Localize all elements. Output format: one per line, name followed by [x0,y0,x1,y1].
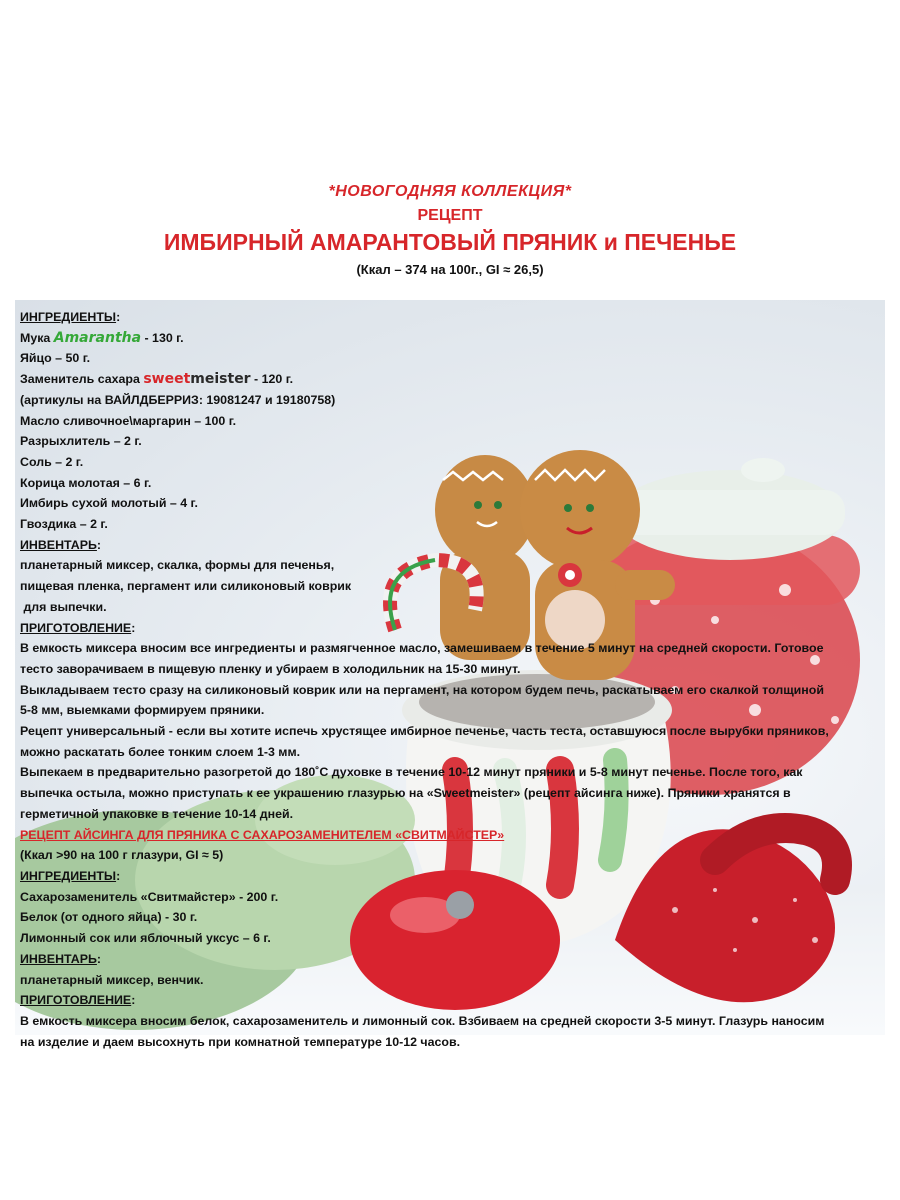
preparation-line: В емкость миксера вносим все ингредиенты и размягченное масло, замешиваем в течение 5 минут на средней скорости. Готовое [20,641,824,656]
icing-preparation-heading: ПРИГОТОВЛЕНИЕ: [20,993,136,1008]
ingredient-baking-powder: Разрыхлитель – 2 г. [20,434,142,449]
amarantha-logo: Amarantha [53,329,142,346]
icing-inventory: планетарный миксер, венчик. [20,972,204,987]
recipe-body [20,307,880,1052]
icing-inventory-heading: ИНВЕНТАРЬ: [20,951,102,966]
preparation-line: выпечка остыла, можно приступать к ее украшению глазурью на «Sweetmeister» (рецепт айсинга ниже). Пряники хранятся в [20,786,791,801]
inventory-line: планетарный миксер, скалка, формы для печенья, [20,558,335,573]
icing-preparation-line: на изделие и даем высохнуть при комнатной температуре 10-12 часов. [20,1034,461,1049]
ingredient-articles: (артикулы на ВАЙЛДБЕРРИЗ: 19081247 и 19180758) [20,392,336,407]
preparation-heading: ПРИГОТОВЛЕНИЕ: [20,620,136,635]
calorie-info: (Ккал – 374 на 100г., GI ≈ 26,5) [356,262,544,277]
preparation-line: Выкладываем тесто сразу на силиконовый коврик или на пергамент, на котором будем печь, раскатываем его скалкой толщиной [20,682,824,697]
preparation-line: можно раскатать более тонким слоем 1-3 мм. [20,744,301,759]
inventory-line: пищевая пленка, пергамент или силиконовый коврик [20,579,352,594]
preparation-line: Рецепт универсальный - если вы хотите испечь хрустящее имбирное печенье, часть теста, оставшуюся после вырубки пряников, [20,724,829,739]
icing-ingredient: Белок (от одного яйца) - 30 г. [20,910,198,925]
ingredient-sugar: Заменитель сахара sweetmeister - 120 г. [20,371,294,388]
ingredient-cinnamon: Корица молотая – 6 г. [20,475,152,490]
icing-ingredients-heading: ИНГРЕДИЕНТЫ: [20,868,121,883]
recipe-header [0,183,900,277]
recipe-label: РЕЦЕПТ [417,207,483,224]
inventory-line: для выпечки. [20,599,107,614]
ingredient-salt: Соль – 2 г. [20,454,84,469]
preparation-line: тесто заворачиваем в пищевую пленку и убираем в холодильник на 15-30 минут. [20,661,521,676]
icing-preparation-line: В емкость миксера вносим белок, сахарозаменитель и лимонный сок. Взбиваем на средней скорости 3-5 минут. Глазурь наносим [20,1013,825,1028]
ingredient-flour: Мука Amarantha - 130 г. [20,329,184,346]
ingredient-cloves: Гвоздика – 2 г. [20,517,108,532]
icing-title: РЕЦЕПТ АЙСИНГА ДЛЯ ПРЯНИКА С САХАРОЗАМЕНИТЕЛЕМ «СВИТМАЙСТЕР» [20,827,505,842]
icing-kcal: (Ккал >90 на 100 г глазури, GI ≈ 5) [20,848,224,863]
preparation-line: Выпекаем в предварительно разогретой до 180˚С духовке в течение 10-12 минут пряники и 5-8 минут печенье. После того, как [20,765,803,780]
ingredient-butter: Масло сливочное\маргарин – 100 г. [20,413,237,428]
page-title: ИМБИРНЫЙ АМАРАНТОВЫЙ ПРЯНИК и ПЕЧЕНЬЕ [163,229,737,255]
sweetmeister-logo: sweetmeister [143,371,251,388]
ingredient-egg: Яйцо – 50 г. [20,351,91,366]
preparation-line: герметичной упаковке в течение 10-14 дней. [20,806,294,821]
inventory-heading: ИНВЕНТАРЬ: [20,537,102,552]
preparation-line: 5-8 мм, выемками формируем пряники. [20,703,265,718]
ingredient-ginger: Имбирь сухой молотый – 4 г. [20,496,198,511]
ingredients-heading: ИНГРЕДИЕНТЫ: [20,310,121,324]
icing-ingredient: Лимонный сок или яблочный уксус – 6 г. [20,931,271,946]
icing-ingredient: Сахарозаменитель «Свитмайстер» - 200 г. [20,889,279,904]
collection-title: *НОВОГОДНЯЯ КОЛЛЕКЦИЯ* [328,183,572,200]
